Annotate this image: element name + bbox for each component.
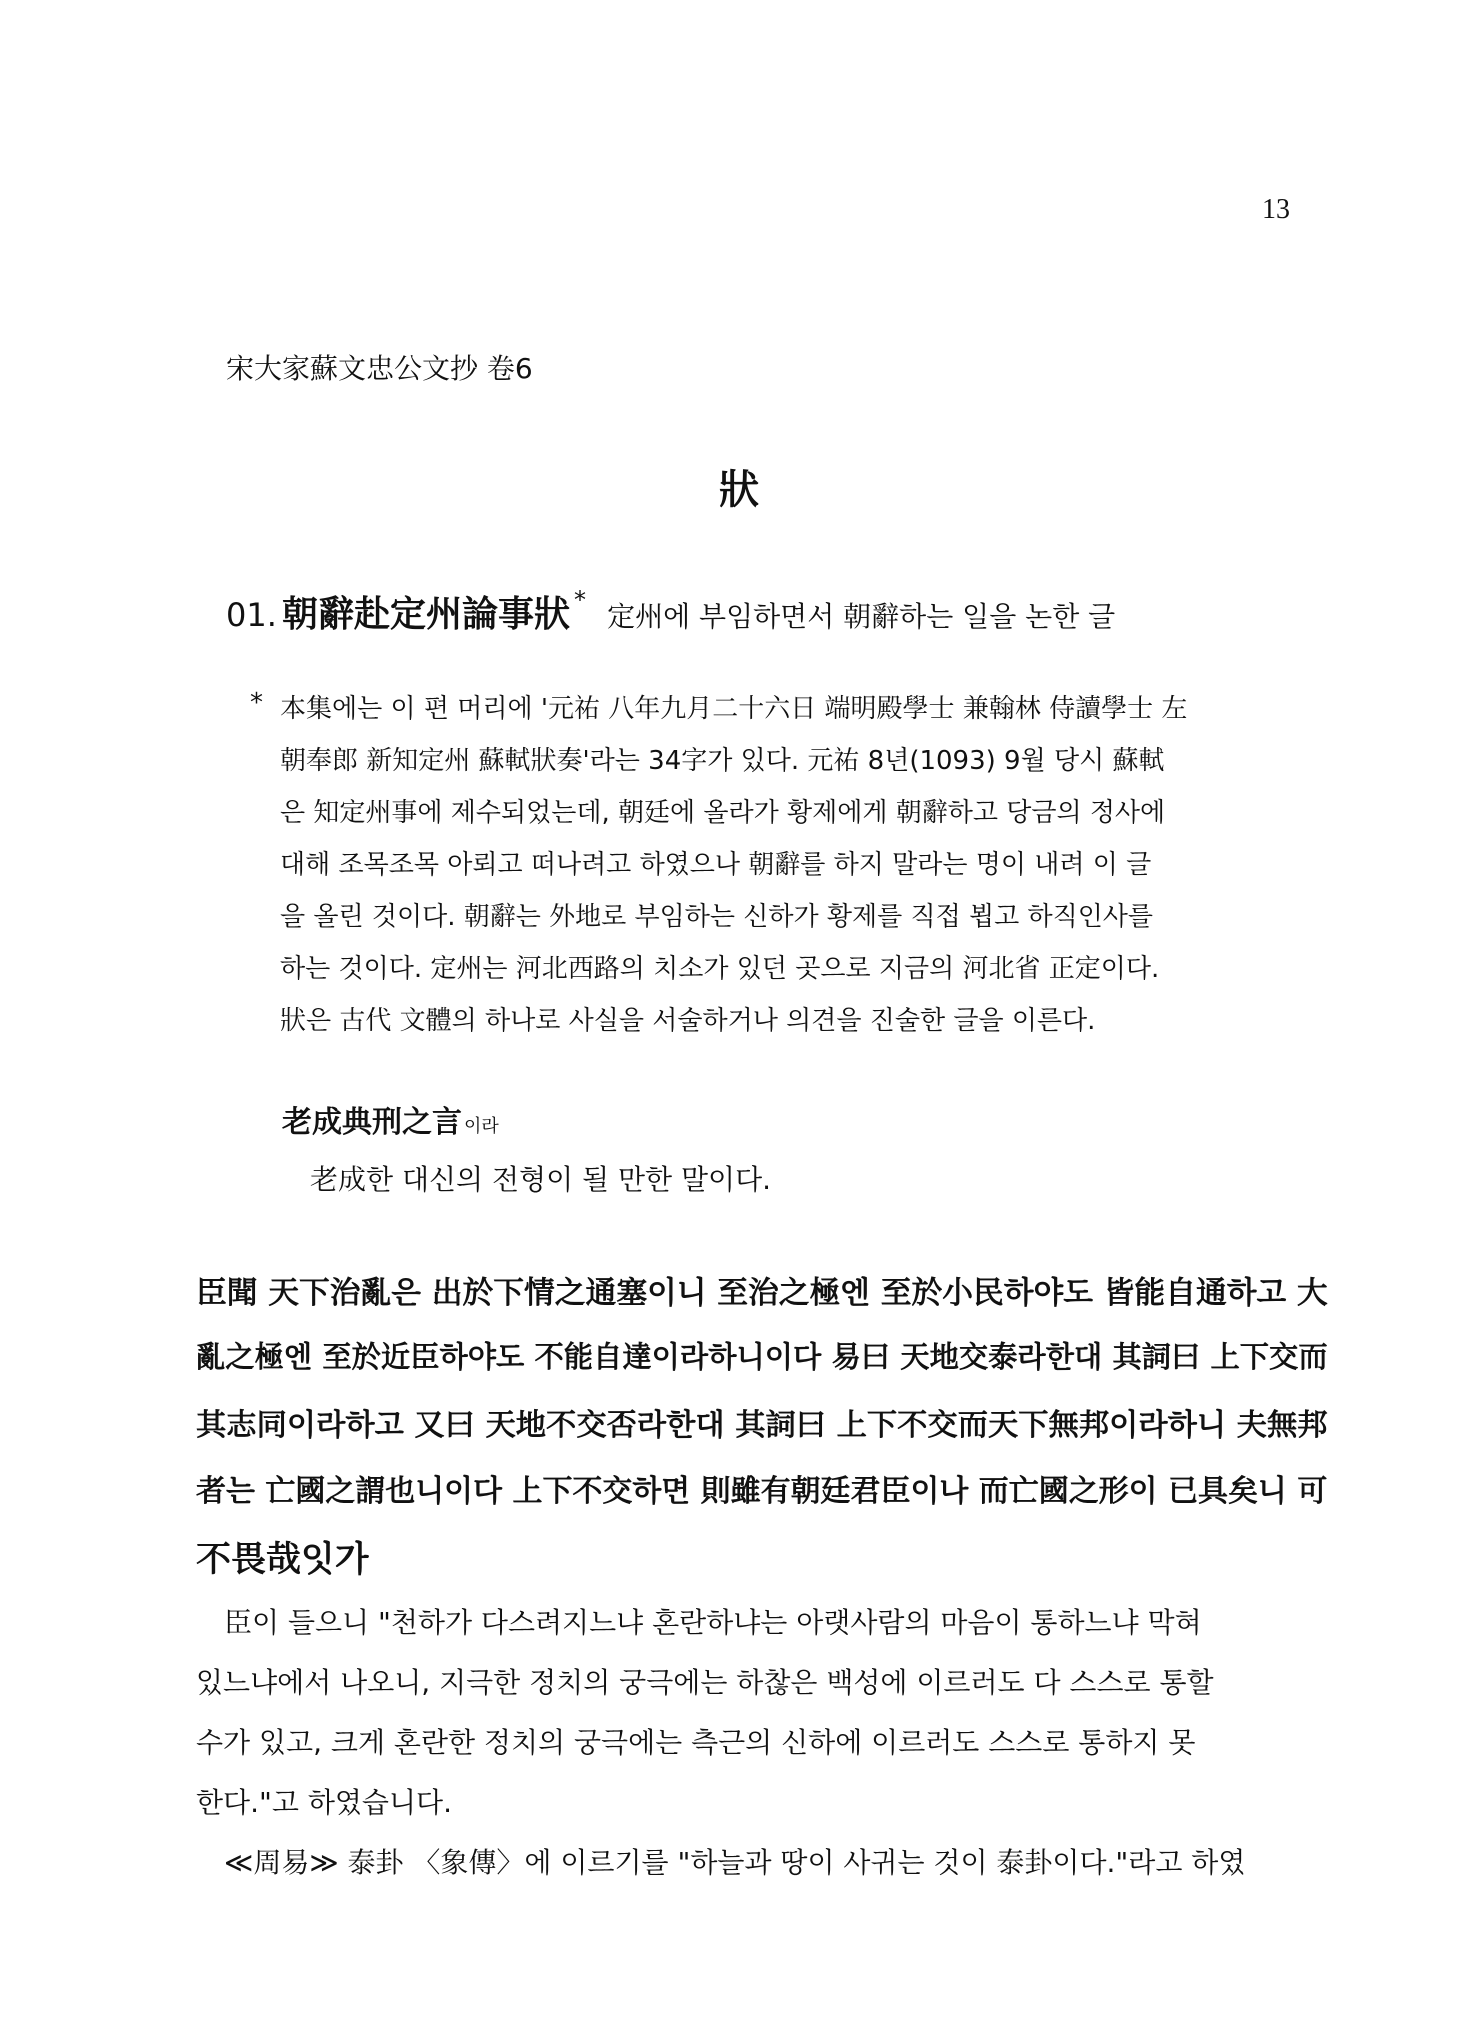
translation-line: 臣이 들으니 "천하가 다스려지느냐 혼란하냐는 아랫사람의 마음이 통하느냐 막혀: [224, 1606, 1202, 1639]
footnote-line: 은 知定州事에 제수되었는데, 朝廷에 올라가 황제에게 朝辭하고 당금의 정사에: [280, 798, 1166, 828]
classical-text-line: 亂之極엔 至於近臣하야도 不能自達이라하니이다 易曰 天地交泰라한대 其詞曰 上下交而: [196, 1340, 1328, 1374]
translation-line: 수가 있고, 크게 혼란한 정치의 궁극에는 측근의 신하에 이르러도 스스로 통하지 못: [196, 1726, 1196, 1759]
article-subtitle: 定州에 부임하면서 朝辭하는 일을 논한 글: [607, 600, 1116, 633]
book-title: 宋大家蘇文忠公文抄 卷6: [226, 352, 533, 385]
translation-line: ≪周易≫ 泰卦 〈象傳〉에 이르기를 "하늘과 땅이 사귀는 것이 泰卦이다."라고 하였: [224, 1846, 1246, 1879]
article-title: [226, 586, 1115, 637]
article-title-text: 朝辭赴定州論事狀: [281, 594, 570, 635]
footnote-mark: *: [250, 688, 263, 718]
footnote-line: 朝奉郎 新知定州 蘇軾狀奏'라는 34字가 있다. 元祐 8년(1093) 9월 당시 蘇軾: [280, 746, 1165, 776]
classical-text-line: 者는 亡國之謂也니이다 上下不交하면 則雖有朝廷君臣이나 而亡國之形이 已具矣니 可: [196, 1474, 1328, 1509]
footnote-line: 本集에는 이 편 머리에 '元祐 八年九月二十六日 端明殿學士 兼翰林 侍讀學士 左: [280, 694, 1188, 724]
classical-text-line: 其志同이라하고 又曰 天地不交否라한대 其詞曰 上下不交而天下無邦이라하니 夫無邦: [196, 1408, 1328, 1443]
article-number: 01.: [226, 596, 277, 634]
classical-text-line: 臣聞 天下治亂은 出於下情之通塞이니 至治之極엔 至於小民하야도 皆能自通하고 大: [196, 1275, 1328, 1311]
quote-heading-text: 老成典刑之言: [282, 1105, 462, 1140]
quote-heading: [282, 1097, 499, 1141]
footnote-line: 을 올린 것이다. 朝辭는 外地로 부임하는 신하가 황제를 직접 뵙고 하직인사를: [280, 902, 1154, 932]
translation-line: 한다."고 하였습니다.: [196, 1786, 452, 1819]
footnote-line: 狀은 古代 文體의 하나로 사실을 서술하거나 의견을 진술한 글을 이른다.: [280, 1006, 1096, 1036]
footnote-line: 하는 것이다. 定州는 河北西路의 치소가 있던 곳으로 지금의 河北省 正定이다.: [280, 954, 1160, 984]
section-heading: 狀: [719, 467, 759, 513]
translation-line: 있느냐에서 나오니, 지극한 정치의 궁극에는 하찮은 백성에 이르러도 다 스스로 통할: [196, 1666, 1214, 1699]
classical-text-line: 不畏哉잇가: [196, 1540, 369, 1580]
footnote-reference-mark: *: [574, 586, 586, 614]
page-number: 13: [1262, 194, 1290, 225]
quote-translation: 老成한 대신의 전형이 될 만한 말이다.: [310, 1163, 772, 1196]
quote-heading-suffix: 이라: [464, 1116, 499, 1137]
footnote-line: 대해 조목조목 아뢰고 떠나려고 하였으나 朝辭를 하지 말라는 명이 내려 이 글: [280, 850, 1152, 880]
